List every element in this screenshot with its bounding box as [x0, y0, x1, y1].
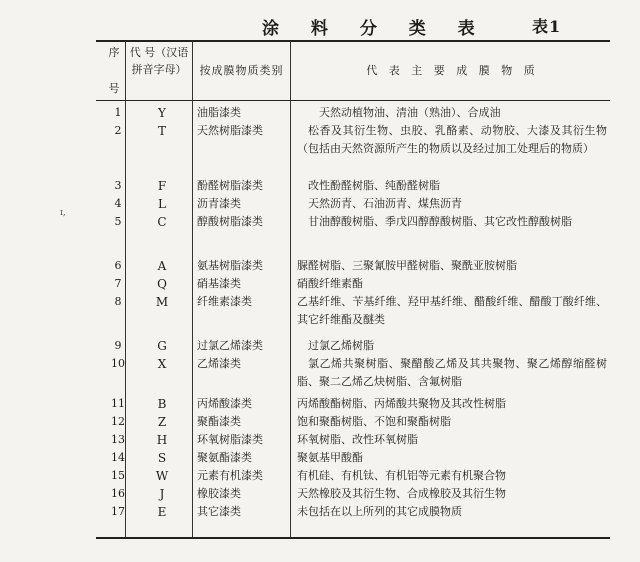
row-category: 环氧树脂漆类	[197, 433, 263, 446]
row-code: F	[157, 179, 167, 193]
row-code: B	[157, 397, 167, 411]
row-seq: 12	[111, 415, 125, 428]
row-code: G	[157, 339, 167, 353]
column-divider	[192, 41, 193, 537]
row-category: 油脂漆类	[197, 106, 241, 119]
table-top-rule	[96, 40, 610, 42]
row-code: J	[159, 487, 165, 501]
row-code: T	[157, 124, 166, 138]
row-category: 橡胶漆类	[197, 487, 241, 500]
row-substances: 有机硅、有机钛、有机铝等元素有机聚合物	[297, 469, 506, 482]
row-seq: 9	[114, 339, 122, 352]
row-seq: 10	[111, 357, 125, 370]
row-category: 聚氨酯漆类	[197, 451, 252, 464]
row-category: 乙烯漆类	[197, 357, 241, 370]
row-substances: 环氧树脂、改性环氧树脂	[297, 433, 418, 446]
row-substances: 乙基纤维、苄基纤维、羟甲基纤维、醋酸纤维、醋酸丁酸纤维、其它纤维酯及醚类	[297, 295, 607, 326]
row-code: Z	[157, 415, 167, 429]
page-title: 涂 料 分 类 表	[262, 19, 488, 39]
row-substances: 氯乙烯共聚树脂、聚醋酸乙烯及其共聚物、聚乙烯醇缩醛树脂、聚二乙烯乙炔树脂、含氟树脂	[297, 357, 607, 388]
row-code: L	[158, 197, 166, 211]
row-code: C	[157, 215, 167, 229]
row-substances: 过氯乙烯树脂	[308, 339, 374, 352]
row-category: 元素有机漆类	[197, 469, 263, 482]
row-category: 丙烯酸漆类	[197, 397, 252, 410]
row-code: S	[157, 451, 167, 465]
row-seq: 5	[114, 215, 122, 228]
row-code: Y	[158, 106, 166, 120]
row-seq: 8	[114, 295, 122, 308]
row-seq: 13	[111, 433, 125, 446]
header-category: 按成膜物质类别	[199, 64, 284, 77]
row-category: 纤维素漆类	[197, 295, 252, 308]
row-substances: 天然沥青、石油沥青、煤焦沥青	[308, 197, 462, 210]
row-substances: 未包括在以上所列的其它成膜物质	[297, 505, 462, 518]
row-category: 其它漆类	[197, 505, 241, 518]
row-code: W	[155, 469, 169, 483]
table-bottom-rule	[96, 537, 610, 539]
row-seq: 14	[111, 451, 125, 464]
header-seq-top: 序	[108, 46, 120, 59]
row-category: 氨基树脂漆类	[197, 259, 263, 272]
header-code: 代 号（汉语拼音字母）	[129, 46, 189, 76]
row-seq: 6	[114, 259, 122, 272]
header-rule	[96, 100, 610, 101]
row-substances: 改性酚醛树脂、纯酚醛树脂	[308, 179, 440, 192]
row-seq: 2	[114, 124, 122, 137]
row-category: 过氯乙烯漆类	[197, 339, 263, 352]
row-seq: 17	[111, 505, 125, 518]
row-code: A	[157, 259, 167, 273]
row-seq: 7	[114, 277, 122, 290]
margin-mark: ɪ,	[60, 208, 66, 218]
row-substances: 松香及其衍生物、虫胶、乳酪素、动物胶、大漆及其衍生物（包括由天然资源所产生的物质以及经过加工处理后的物质）	[297, 124, 607, 155]
row-seq: 1	[114, 106, 122, 119]
row-substances: 天然橡胶及其衍生物、合成橡胶及其衍生物	[297, 487, 506, 500]
header-seq-bottom: 号	[108, 82, 120, 95]
row-category: 沥青漆类	[197, 197, 241, 210]
row-code: E	[157, 505, 167, 519]
row-category: 聚酯漆类	[197, 415, 241, 428]
row-code: M	[155, 295, 169, 309]
row-seq: 16	[111, 487, 125, 500]
row-code: Q	[157, 277, 167, 291]
row-seq: 11	[111, 397, 125, 410]
row-substances: 天然动植物油、清油（熟油）、合成油	[319, 106, 501, 119]
row-substances: 硝酸纤维素酯	[297, 277, 363, 290]
row-category: 硝基漆类	[197, 277, 241, 290]
row-seq: 15	[111, 469, 125, 482]
row-substances: 甘油醇酸树脂、季戊四醇醇酸树脂、其它改性醇酸树脂	[308, 215, 572, 228]
row-code: X	[157, 357, 167, 371]
row-code: H	[156, 433, 168, 447]
row-substances: 脲醛树脂、三聚氰胺甲醛树脂、聚酰亚胺树脂	[297, 259, 517, 272]
row-category: 天然树脂漆类	[197, 124, 263, 137]
header-substances: 代 表 主 要 成 膜 物 质	[366, 64, 539, 77]
row-category: 醇酸树脂漆类	[197, 215, 263, 228]
row-category: 酚醛树脂漆类	[197, 179, 263, 192]
row-seq: 4	[114, 197, 122, 210]
row-seq: 3	[114, 179, 122, 192]
row-substances: 饱和聚酯树脂、不饱和聚酯树脂	[297, 415, 451, 428]
table-number: 表1	[532, 17, 562, 36]
row-substances: 聚氨基甲酸酯	[297, 451, 363, 464]
row-substances: 丙烯酸酯树脂、丙烯酸共聚物及其改性树脂	[297, 397, 506, 410]
